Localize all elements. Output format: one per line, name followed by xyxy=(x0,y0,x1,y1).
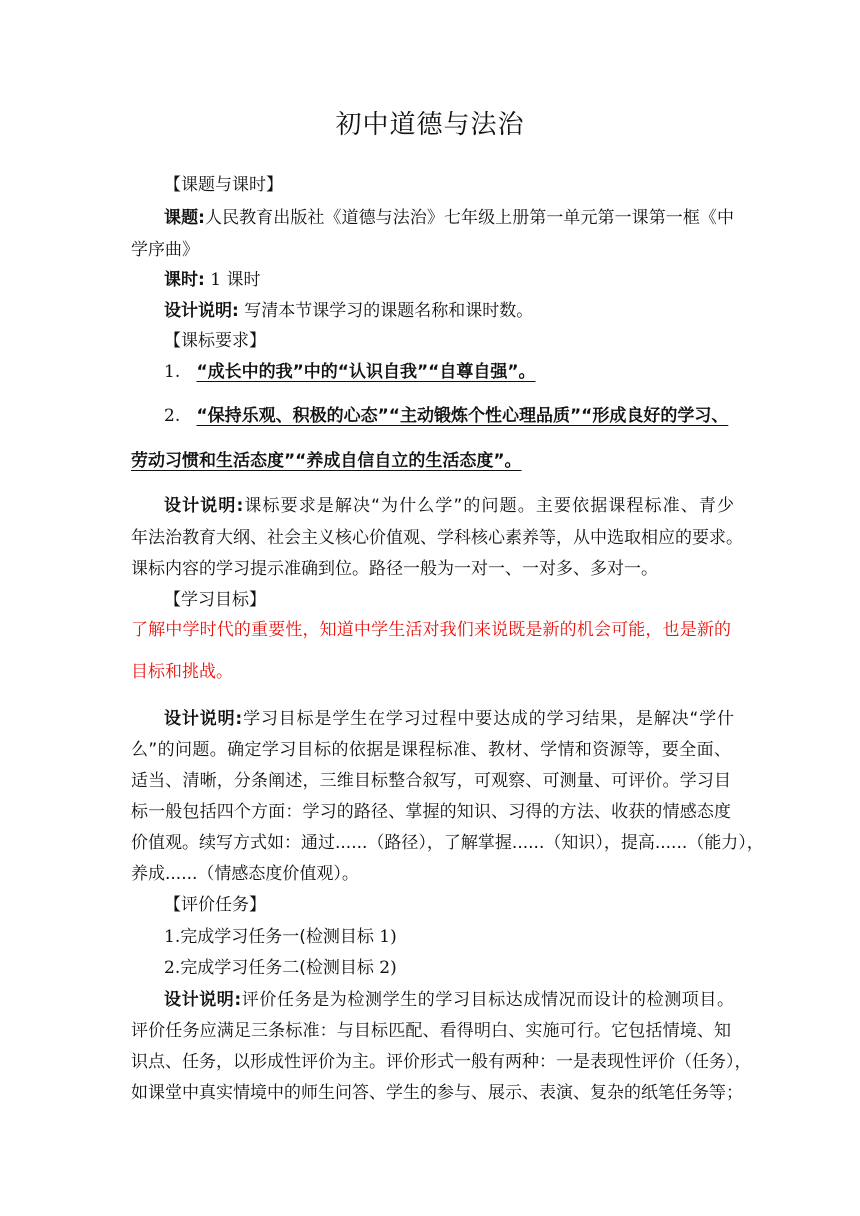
design-text: 适当、清晰，分条阐述，三维目标整合叙写，可观察、可测量、可评价。学习目 xyxy=(131,771,731,791)
design-text: 养成......（情感态度价值观）。 xyxy=(131,864,359,884)
section-heading-goals: 【学习目标】 xyxy=(164,590,266,610)
hours-unit: 课时 xyxy=(226,270,261,290)
task-text: 完成学习任务二(检测目标 xyxy=(180,958,374,978)
design-text: 评价任务应满足三条标准：与目标匹配、看得明白、实施可行。它包括情境、知 xyxy=(131,1021,731,1041)
hours-label: 课时: xyxy=(164,270,205,290)
design-text: 写清本节课学习的课题名称和课时数。 xyxy=(244,301,534,321)
task-number: 2. xyxy=(164,958,181,978)
standard-item-2-cont xyxy=(131,451,731,471)
design-label: 设计说明: xyxy=(164,496,244,516)
learning-goal-text: 了解中学时代的重要性，知道中学生活对我们来说既是新的机会可能，也是新的 xyxy=(131,620,731,640)
hours-number: 1 xyxy=(210,270,222,290)
design-text: 价值观。续写方式如：通过......（路径），了解掌握......（知识），提高......（能力）， xyxy=(131,833,764,853)
task-target: 1) xyxy=(379,927,397,947)
item-text: “保持乐观、积极的心态”“主动锻炼个性心理品质”“形成良好的学习、 xyxy=(196,406,729,426)
design-text: 么”的问题。确定学习目标的依据是课程标准、教材、学情和资源等，要全面、 xyxy=(131,740,731,760)
standard-item-1 xyxy=(164,362,734,382)
section-heading-standards: 【课标要求】 xyxy=(164,331,266,351)
evaluation-task-1 xyxy=(164,927,734,947)
item-number: 1. xyxy=(164,362,181,382)
task-number: 1. xyxy=(164,927,181,947)
design-note-3 xyxy=(164,709,734,729)
design-note-4 xyxy=(164,990,734,1010)
design-label: 设计说明: xyxy=(164,990,242,1010)
evaluation-task-2 xyxy=(164,958,734,978)
task-text: 完成学习任务一(检测目标 xyxy=(180,927,374,947)
design-text: 识点、任务，以形成性评价为主。评价形式一般有两种：一是表现性评价（任务）， xyxy=(131,1052,752,1072)
learning-goal-text: 目标和挑战。 xyxy=(131,662,233,682)
topic-text-2: 学序曲》 xyxy=(131,240,199,260)
item-text: “成长中的我”中的“认识自我”“自尊自强”。 xyxy=(196,362,536,382)
design-text: 课标要求是解决“为什么学”的问题。主要依据课程标准、青少 xyxy=(243,496,734,516)
item-number: 2. xyxy=(164,406,181,426)
topic-line xyxy=(164,208,734,228)
design-text: 评价任务是为检测学生的学习目标达成情况而设计的检测项目。 xyxy=(241,990,734,1010)
design-note-2 xyxy=(164,496,734,516)
design-note-1 xyxy=(164,301,734,321)
design-text: 学习目标是学生在学习过程中要达成的学习结果，是解决“学什 xyxy=(242,709,734,729)
page-title: 初中道德与法治 xyxy=(335,110,525,140)
design-text: 标一般包括四个方面：学习的路径、掌握的知识、习得的方法、收获的情感态度 xyxy=(131,802,731,822)
topic-text-1: 人民教育出版社《道德与法治》七年级上册第一单元第一课第一框《中 xyxy=(204,208,734,228)
topic-label: 课题: xyxy=(164,208,205,228)
section-heading-topic: 【课题与课时】 xyxy=(164,175,283,195)
design-label: 设计说明: xyxy=(164,301,239,321)
section-heading-evaluation: 【评价任务】 xyxy=(164,895,266,915)
item-text: 劳动习惯和生活态度”“养成自信自立的生活态度”。 xyxy=(131,451,522,471)
design-text: 年法治教育大纲、社会主义核心价值观、学科核心素养等，从中选取相应的要求。 xyxy=(131,528,743,548)
design-label: 设计说明: xyxy=(164,709,243,729)
design-text: 课标内容的学习提示准确到位。路径一般为一对一、一对多、多对一。 xyxy=(131,559,658,579)
standard-item-2 xyxy=(164,406,734,426)
design-text: 如课堂中真实情境中的师生问答、学生的参与、展示、表演、复杂的纸笔任务等； xyxy=(131,1083,743,1103)
hours-line xyxy=(164,270,734,290)
task-target: 2) xyxy=(379,958,397,978)
